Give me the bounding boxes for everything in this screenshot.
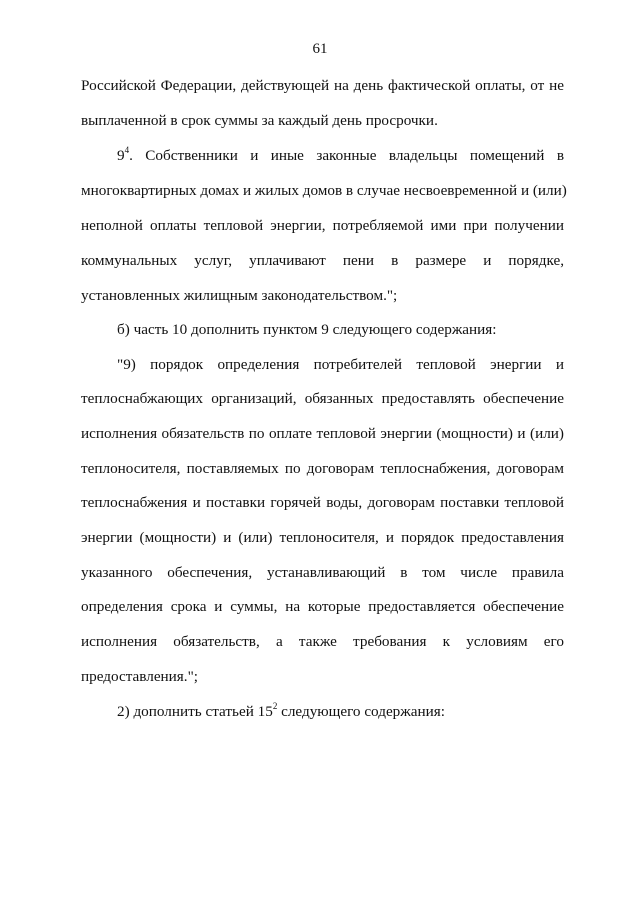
text-line-2: выплаченной в срок суммы за каждый день просрочки. xyxy=(81,112,438,129)
page-number: 61 xyxy=(312,41,328,57)
text-line-16: определения срока и суммы, на которые предоставляется обеспечение xyxy=(81,598,564,615)
paragraph-number: 9 xyxy=(117,147,125,164)
paragraph-number-superscript: 4 xyxy=(124,144,130,155)
text-line-13: теплоснабжения и поставки горячей воды, договорам поставки тепловой xyxy=(81,494,564,511)
text-line-11: исполнения обязательств по оплате тепловой энергии (мощности) и (или) xyxy=(81,425,564,442)
text-line-5: неполной оплаты тепловой энергии, потребляемой ими при получении xyxy=(81,217,564,234)
text-line-10: теплоснабжающих организаций, обязанных предоставлять обеспечение xyxy=(81,390,564,407)
text-line-4: многоквартирных домах и жилых домов в случае несвоевременной и (или) xyxy=(81,182,567,199)
text-line-8: б) часть 10 дополнить пунктом 9 следующего содержания: xyxy=(117,321,497,338)
article-text-pre: 2) дополнить статьей 15 xyxy=(117,703,273,720)
text-line-7: установленных жилищным законодательством."; xyxy=(81,287,398,304)
text-line-12: теплоносителя, поставляемых по договорам теплоснабжения, договорам xyxy=(81,460,564,477)
text-line-14: энергии (мощности) и (или) теплоносителя, и порядок предоставления xyxy=(81,529,564,546)
paragraph-3-text: . Собственники и иные законные владельцы помещений в xyxy=(129,147,564,164)
text-line-18: предоставления."; xyxy=(81,668,199,685)
text-line-1: Российской Федерации, действующей на день фактической оплаты, от не xyxy=(81,77,564,94)
text-line-15: указанного обеспечения, устанавливающий в том числе правила xyxy=(81,564,564,581)
text-line-19 xyxy=(117,702,564,722)
text-line-6: коммунальных услуг, уплачивают пени в размере и порядке, xyxy=(81,252,564,269)
text-line-17: исполнения обязательств, а также требования к условиям его xyxy=(81,633,564,650)
article-number-superscript: 2 xyxy=(272,700,278,711)
text-line-3 xyxy=(117,146,564,166)
text-line-9: "9) порядок определения потребителей тепловой энергии и xyxy=(117,356,564,373)
article-text-post: следующего содержания: xyxy=(277,703,445,720)
